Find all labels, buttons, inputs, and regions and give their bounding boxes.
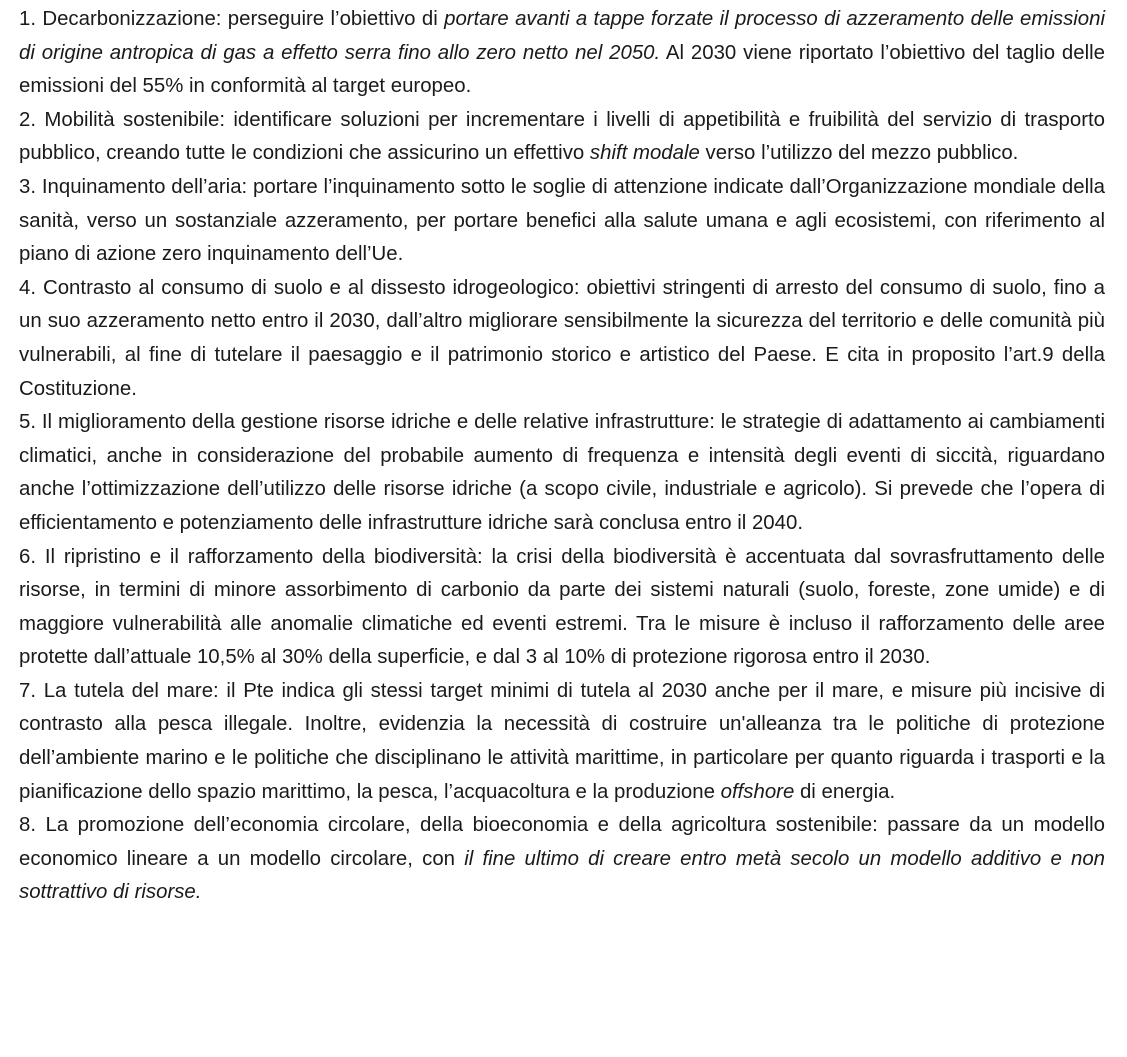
item-text-italic: il fine ultimo di creare entro metà secolo un modello additivo e non sottrattivo di risorse.	[19, 847, 1105, 904]
item-text: 4. Contrasto al consumo di suolo e al dissesto idrogeologico: obiettivi stringenti di arresto del consumo di suolo, fino a un suo azzeramento netto entro il 2030, dall’altro migliorare sensibilmente la sicurezza del territorio e delle comunità più vulnerabili, al fine di tutelare il paesaggio e il patrimonio storico e artistico del Paese. E cita in proposito l’art.9 della Costituzione.	[19, 276, 1105, 400]
item-text-italic: portare avanti a tappe forzate il processo di azzeramento delle emissioni di origine antropica di gas a effetto serra fino allo zero netto nel 2050.	[19, 8, 1105, 64]
list-item-biodiversita	[19, 541, 1105, 675]
item-text: 2. Mobilità sostenibile: identificare soluzioni per incrementare i livelli di appetibilità e fruibilità del servizio di trasporto pubblico, creando tutte le condizioni che assicurino un effettivo	[19, 108, 1105, 165]
list-item-tutela-mare	[19, 675, 1105, 809]
list-item-consumo-suolo	[19, 272, 1105, 406]
item-text-italic: shift modale	[589, 142, 700, 165]
list-item-decarbonizzazione	[19, 3, 1105, 104]
item-text: 5. Il miglioramento della gestione risorse idriche e delle relative infrastrutture: le strategie di adattamento ai cambiamenti climatici, anche in considerazione del probabile aumento di frequenza e intensità degli eventi di siccità, riguardano anche l’ottimizzazione dell’utilizzo delle risorse idriche (a scopo civile, industriale e agricolo). Si prevede che l’opera di efficientamento e potenziamento delle infrastrutture idriche sarà conclusa entro il 2040.	[19, 411, 1105, 534]
list-item-economia-circolare	[19, 809, 1105, 910]
item-text: Al 2030 viene riportato l’obiettivo del taglio delle emissioni del 55% in conformità al target europeo.	[19, 41, 1105, 98]
item-text: 7. La tutela del mare: il Pte indica gli stessi target minimi di tutela al 2030 anche per il mare, e misure più incisive di contrasto alla pesca illegale. Inoltre, evidenzia la necessità di costruire un'alleanza tra le politiche di protezione dell’ambiente marino e le politiche che disciplinano le attività marittime, in particolare per quanto riguarda i trasporti e la pianificazione dello spazio marittimo, la pesca, l’acquacoltura e la produzione	[19, 679, 1105, 803]
item-text: verso l’utilizzo del mezzo pubblico.	[699, 142, 1019, 165]
list-item-mobilita-sostenibile	[19, 104, 1105, 171]
item-text: 6. Il ripristino e il rafforzamento della biodiversità: la crisi della biodiversità è accentuata dal sovrasfruttamento delle risorse, in termini di minore assorbimento di carbonio da parte dei sistemi naturali (suolo, foreste, zone umide) e di maggiore vulnerabilità alle anomalie climatiche ed eventi estremi. Tra le misure è incluso il rafforzamento delle aree protette dall’attuale 10,5% al 30% della superficie, e dal 3 al 10% di protezione rigorosa entro il 2030.	[19, 545, 1105, 669]
item-text: di energia.	[794, 780, 896, 803]
list-item-risorse-idriche	[19, 406, 1105, 540]
item-text-italic: offshore	[720, 780, 795, 803]
item-text: 1. Decarbonizzazione: perseguire l’obiettivo di	[19, 8, 445, 30]
list-item-inquinamento-aria	[19, 171, 1105, 272]
item-text: 3. Inquinamento dell’aria: portare l’inquinamento sotto le soglie di attenzione indicate dall’Organizzazione mondiale della sanità, verso un sostanziale azzeramento, per portare benefici alla salute umana e agli ecosistemi, con riferimento al piano di azione zero inquinamento dell’Ue.	[19, 175, 1105, 266]
item-text: 8. La promozione dell’economia circolare, della bioeconomia e della agricoltura sostenibile: passare da un modello economico lineare a un modello circolare, con	[19, 814, 1105, 870]
